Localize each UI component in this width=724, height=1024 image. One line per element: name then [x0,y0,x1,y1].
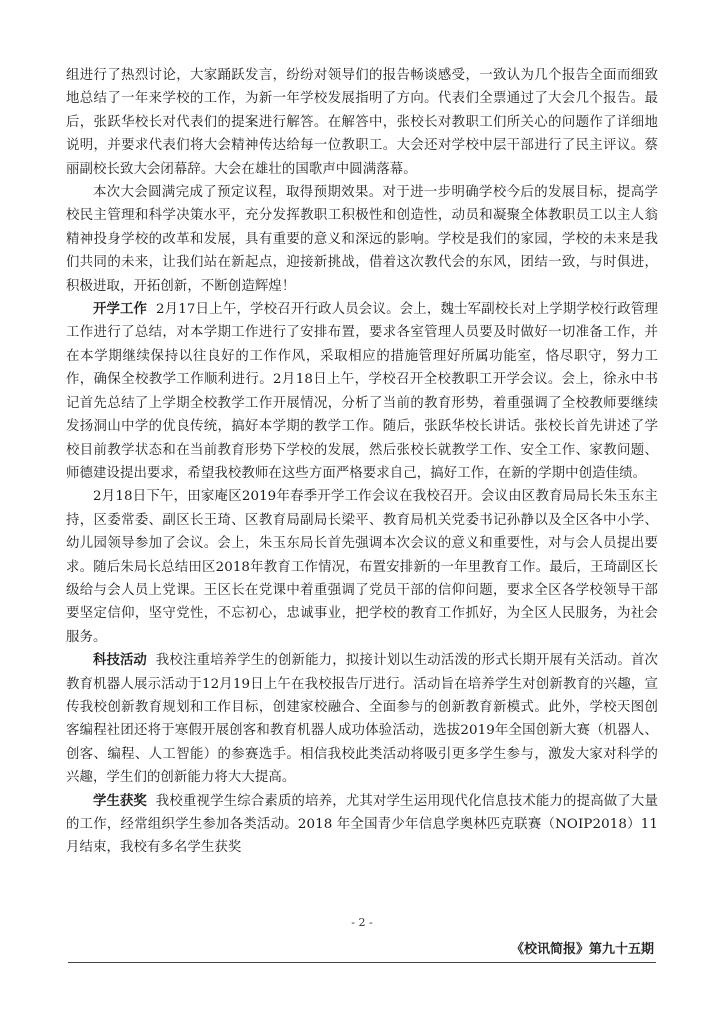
paragraph-text: 我校注重培养学生的创新能力，拟接计划以生动活泼的形式长期开展有关活动。首次教育机器人展示活动于12月19日上午在我校报告厅进行。活动旨在培养学生对创新教育的兴趣，宣传我校创新教育规划和工作目标，创建家校融合、全面参与的创新教育新模式。此外，学校天图创客编程社团还将于寒假开展创客和教育机器人成功体验活动，选拔2019年全国创新大赛（机器人、创客、编程、人工智能）的参赛选手。相信我校此类活动将吸引更多学生参与，激发大家对科学的兴趣，学生们的创新能力将大大提高。 [66,653,659,786]
paragraph-text: 2月18日下午，田家庵区2019年春季开学工作会议在我校召开。会议由区教育局局长朱玉东主持，区委常委、副区长王琦、区教育局副局长梁平、教育局机关党委书记孙静以及全区各中小学、幼儿园领导参加了会议。会上，朱玉东局长首先强调本次会议的意义和重要性，对与会人员提出要求。随后朱局长总结田区2018年教育工作情况，布置安排新的一年里教育工作。最后，王琦副区长级给与会人员上党课。王区长在党课中着重强调了党员干部的信仰问题，要求全区各学校领导干部要坚定信仰，坚守党性，不忘初心，忠诚事业，把学校的教育工作抓好，为全区人民服务，为社会服务。 [66,489,658,645]
article-body [66,64,658,860]
paragraph-text: 组进行了热烈讨论，大家踊跃发言，纷纷对领导们的报告畅谈感受，一致认为几个报告全面而细致地总结了一年来学校的工作，为新一年学校发展指明了方向。代表们全票通过了大会几个报告。最后，张跃华校长对代表们的提案进行解答。在解答中，张校长对教职工们所关心的问题作了详细地说明，并要求代表们将大会精神传达给每一位教职工。大会还对学校中层干部进行了民主评议。蔡丽副校长致大会闭幕辞。大会在雄壮的国歌声中圆满落幕。 [66,68,658,177]
paragraph-meeting-summary [66,181,658,298]
section-heading-science-activities: 科技活动 [93,653,147,669]
paragraph-district-meeting [66,485,658,649]
paragraph-text: 2月17日上午，学校召开行政人员会议。会上，魏士军副校长对上学期学校行政管理工作进行了总结，对本学期工作进行了安排布置，要求各室管理人员要及时做好一切准备工作，并在本学期继续保持以往良好的工作作风，采取相应的措施管理好所属功能室，恪尽职守，努力工作，确保全校教学工作顺利进行。2月18日上午，学校召开全校教职工开学会议。会上，徐永中书记首先总结了上学期全校教学工作开展情况，分析了当前的教育形势，着重强调了全校教师要继续发扬洞山中学的优良传统，搞好本学期的教学工作。随后，张跃华校长讲话。张校长首先讲述了学校目前教学状态和在当前教育形势下学校的发展，然后张校长就教学工作、安全工作、家教问题、师德建设提出要求，希望我校教师在这些方面严格要求自己，搞好工作，在新的学期中创造佳绩。 [66,302,658,481]
footer-divider [68,962,656,963]
paragraph-meeting-discussion [66,64,658,181]
section-heading-student-awards: 学生获奖 [93,793,147,809]
section-heading-school-opening: 开学工作 [93,302,148,318]
page-number: - 2 - [351,916,373,929]
paragraph-student-awards [66,790,658,860]
publication-title: 《校讯简报》第九十五期 [510,942,654,957]
paragraph-text: 我校重视学生综合素质的培养，尤其对学生运用现代化信息技术能力的提高做了大量的工作，经常组织学生参加各类活动。2018 年全国青少年信息学奥林匹克联赛（NOIP2018）11 月结束，我校有多名学生获奖 [66,793,659,856]
paragraph-text: 本次大会圆满完成了预定议程，取得预期效果。对于进一步明确学校今后的发展目标，提高学校民主管理和科学决策水平，充分发挥教职工积极性和创造性，动员和凝聚全体教职员工以主人翁精神投身学校的改革和发展，具有重要的意义和深远的影响。学校是我们的家园，学校的未来是我们共同的未来，让我们站在新起点，迎接新挑战，借着这次教代会的东风，团结一致，与时俱进，积极进取，开拓创新，不断创造辉煌！ [66,185,658,294]
paragraph-school-opening [66,298,658,485]
paragraph-science-activities [66,649,658,789]
